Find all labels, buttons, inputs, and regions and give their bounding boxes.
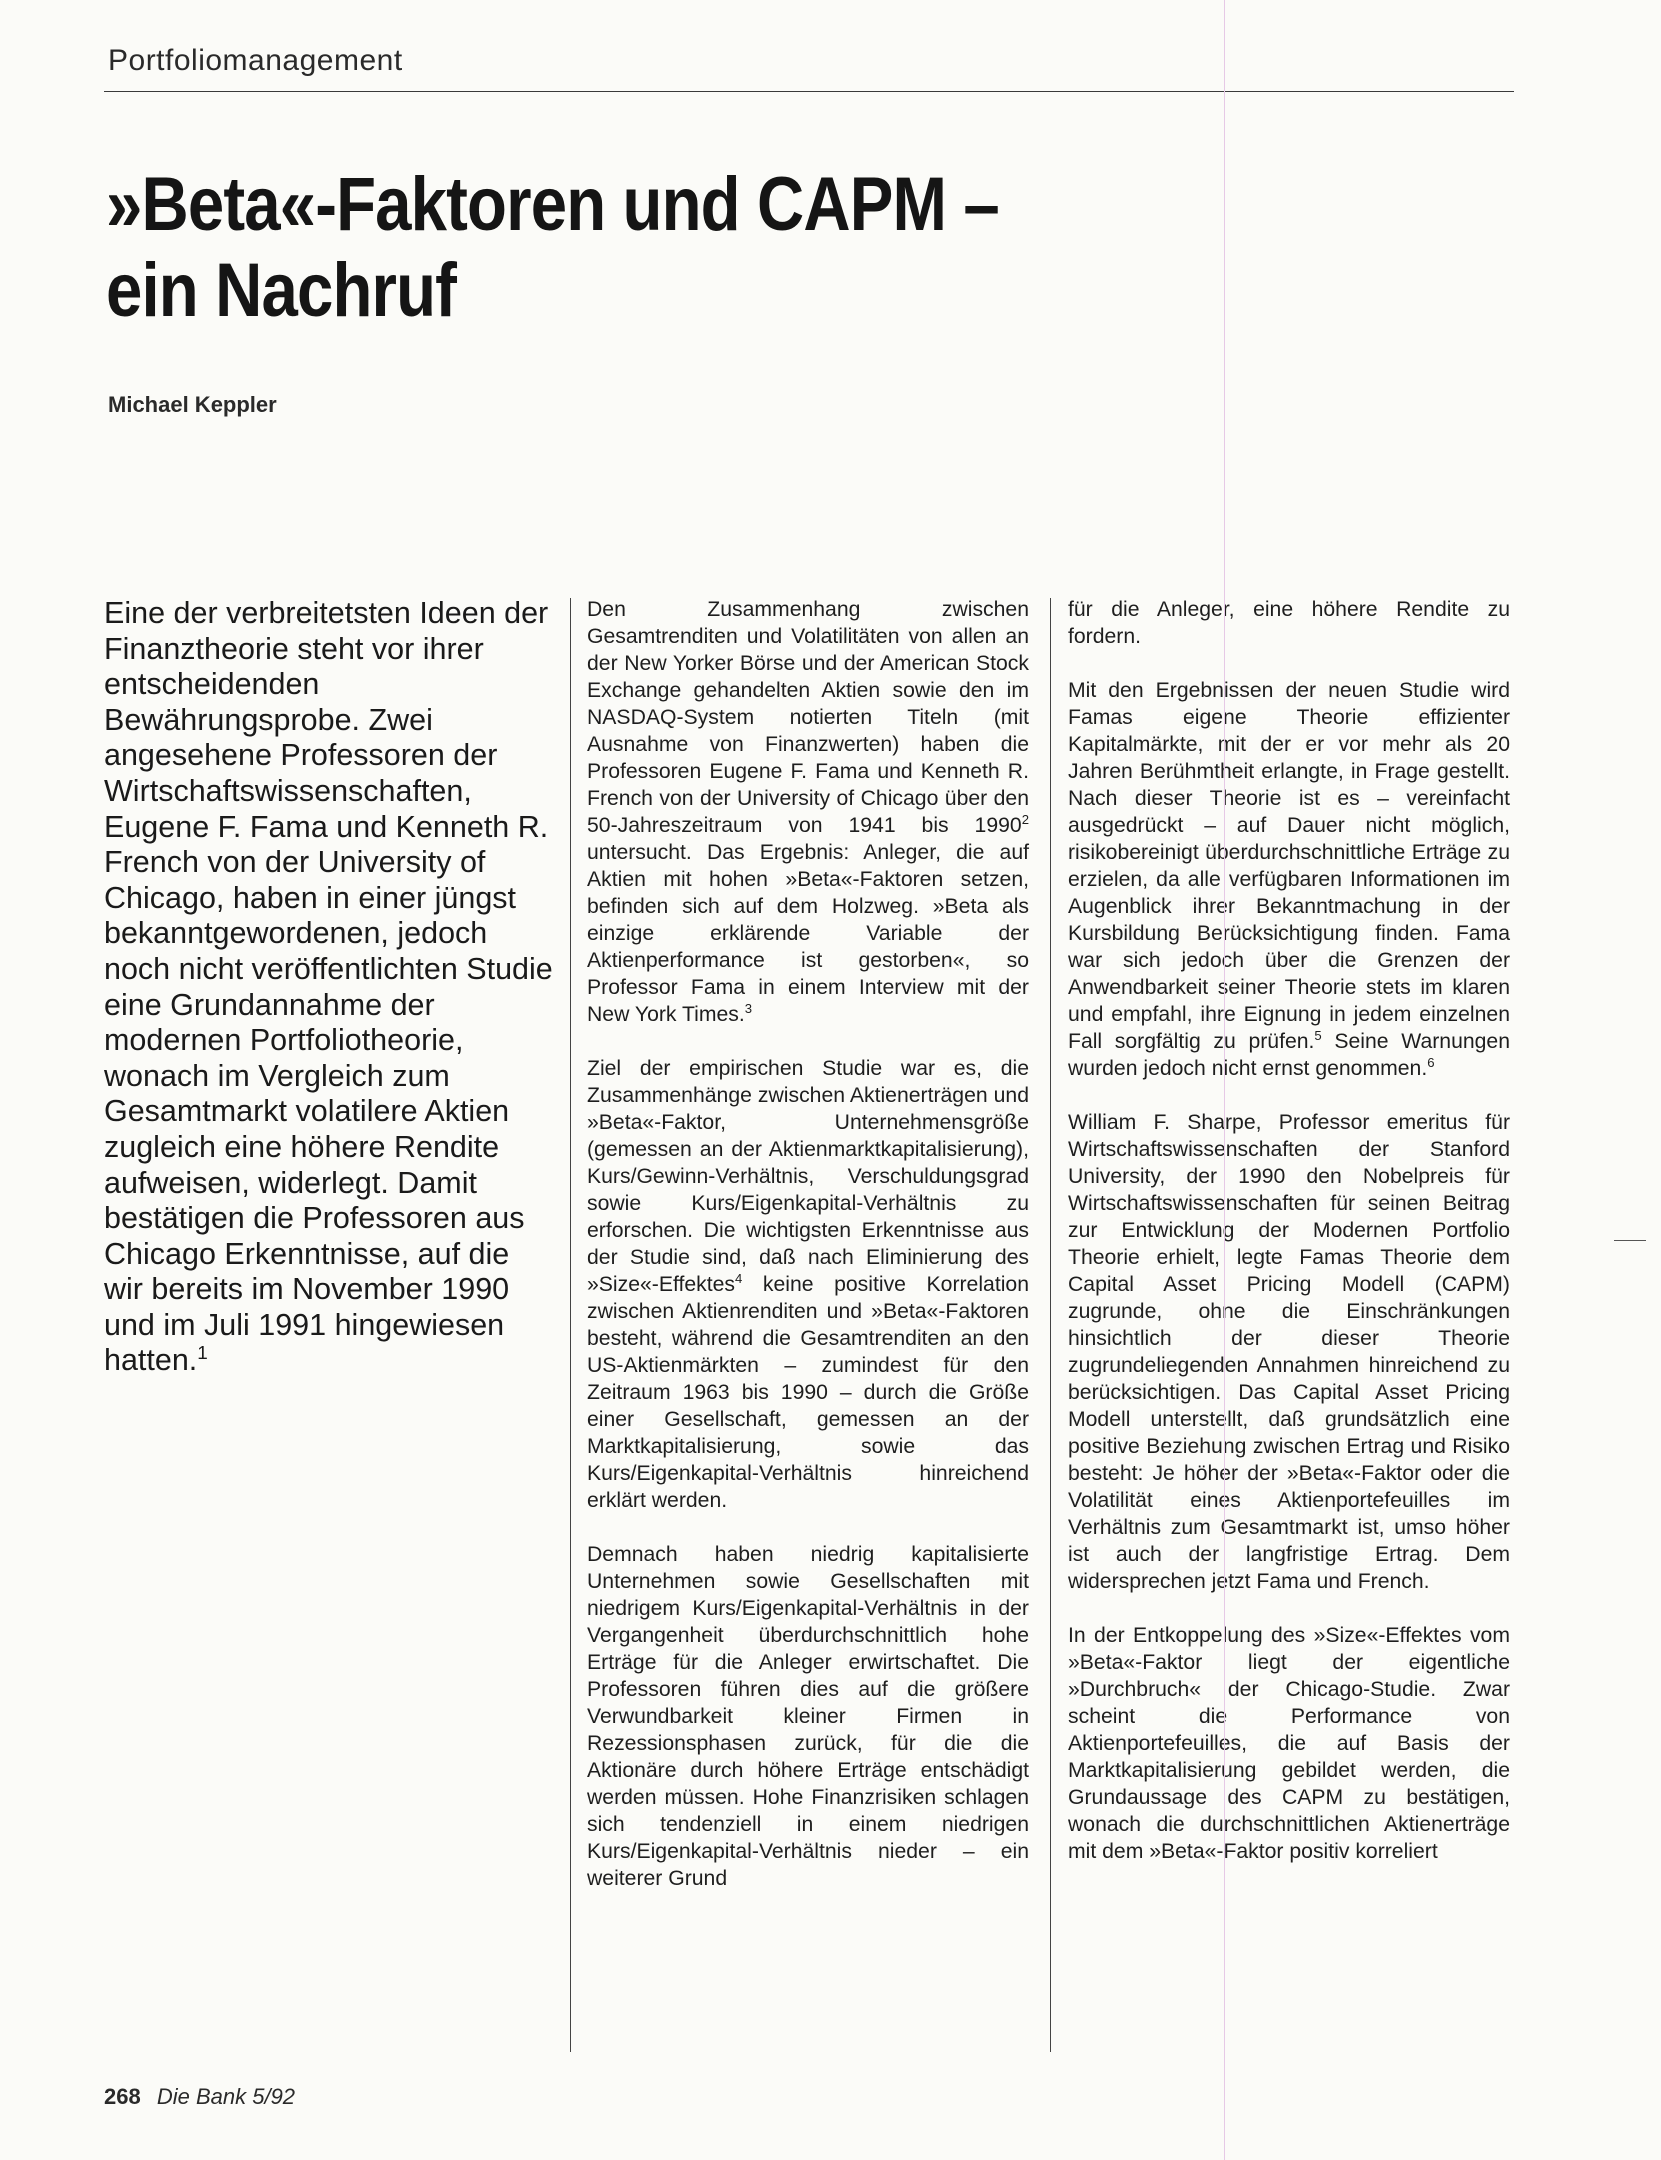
paragraph-text: untersucht. Das Ergebnis: Anleger, die auf Aktien mit hohen »Beta«-Faktoren setzen, befinden sich auf dem Holzweg. »Beta als einzige erklärende Variable der Aktienperformance ist gestorben«, so Professor Fama in einem Interview mit der New York Times. <box>587 841 1029 1026</box>
page-number: 268 <box>104 2084 141 2109</box>
column-rule <box>570 598 571 2052</box>
body-column-2 <box>587 596 1029 1919</box>
paragraph-text: keine positive Korrelation zwischen Aktienrenditen und »Beta«-Faktoren besteht, während die Gesamtrenditen an den US-Aktienmärkten – zumindest für den Zeitraum 1963 bis 1990 – durch die Größe einer Gesellschaft, gemessen an der Marktkapitalisierung, sowie das Kurs/Eigenkapital-Verhältnis hinreichend erklärt werden. <box>587 1273 1029 1512</box>
paragraph <box>587 596 1029 1028</box>
column-rule <box>1050 598 1051 2052</box>
paragraph-text: Mit den Ergebnissen der neuen Studie wird Famas eigene Theorie effizienter Kapitalmärkte, mit der er vor mehr als 20 Jahren Berühmtheit erlangte, in Frage gestellt. Nach dieser Theorie ist es – vereinfacht ausgedrückt – auf Dauer nicht möglich, risikobereinigt überdurchschnittliche Erträge zu erzielen, da alle verfügbaren Informationen im Augenblick ihrer Bekanntmachung in der Kursbildung Berücksichtigung finden. Fama war sich jedoch über die Grenzen der Anwendbarkeit seiner Theorie stets im klaren und empfahl, ihre Eignung in jedem einzelnen Fall sorgfältig zu prüfen. <box>1068 679 1510 1053</box>
paragraph: In der Entkoppelung des »Size«-Effektes vom »Beta«-Faktor liegt der eigentliche »Durchbruch« der Chicago-Studie. Zwar scheint die Performance von Aktienportefeuilles, die auf Basis der Marktkapitalisierung gebildet werden, die Grundaussage des CAPM zu bestätigen, wonach die durchschnittlichen Aktienerträge mit dem »Beta«-Faktor positiv korreliert <box>1068 1624 1510 1863</box>
page-footer <box>104 2084 295 2110</box>
header-rule <box>104 91 1514 92</box>
paragraph <box>1068 677 1510 1082</box>
lead-text: Eine der verbreitetsten Ideen der Finanztheorie steht vor ihrer entscheidenden Bewährungsprobe. Zwei angesehene Professoren der Wirtschaftswissenschaften, Eugene F. Fama und Kenneth R. French von der University of Chicago, haben in einer jüngst bekanntgewordenen, jedoch noch nicht veröffentlichten Studie eine Grundannahme der modernen Portfoliotheorie, wonach im Vergleich zum Gesamtmarkt volatilere Aktien zugleich eine höhere Rendite aufweisen, widerlegt. Damit bestätigen die Professoren aus Chicago Erkenntnisse, auf die wir bereits im November 1990 und im Juli 1991 hingewiesen hatten. <box>104 596 553 1378</box>
scan-margin-line <box>1224 0 1225 2160</box>
lead-paragraph <box>104 596 556 1379</box>
margin-tick-mark <box>1614 1240 1646 1241</box>
title-line-2: ein Nachruf <box>106 248 457 333</box>
footnote-ref: 3 <box>744 1000 753 1016</box>
journal-issue: Die Bank 5/92 <box>156 2084 296 2109</box>
paragraph-text: Seine Warnungen wurden jedoch nicht ernst genommen. <box>1068 1030 1510 1080</box>
paragraph-text: Den Zusammenhang zwischen Gesamtrenditen und Volatilitäten von allen an der New Yorker Börse und der American Stock Exchange gehandelten Aktien sowie den im NASDAQ-System notierten Titeln (mit Ausnahme von Finanzwerten) haben die Professoren Eugene F. Fama und Kenneth R. French von der University of Chicago über den 50-Jahreszeitraum von 1941 bis 1990 <box>587 598 1029 837</box>
paragraph: für die Anleger, eine höhere Rendite zu fordern. <box>1068 598 1510 648</box>
title-line-1: »Beta«-Faktoren und CAPM – <box>106 162 999 247</box>
footnote-ref: 1 <box>197 1343 208 1365</box>
footnote-ref: 5 <box>1314 1027 1322 1043</box>
paragraph-text: Ziel der empirischen Studie war es, die Zusammenhänge zwischen Aktienerträgen und »Beta«-Faktor, Unternehmensgröße (gemessen an der Aktienmarktkapitalisierung), Kurs/Gewinn-Verhältnis, Verschuldungsgrad sowie Kurs/Eigenkapital-Verhältnis zu erforschen. Die wichtigsten Erkenntnisse aus der Studie sind, daß nach Eliminierung des »Size«-Effektes <box>587 1057 1029 1296</box>
article-title <box>106 162 1138 334</box>
body-column-3 <box>1068 596 1510 1892</box>
author-name: Michael Keppler <box>108 392 277 417</box>
paragraph <box>587 1055 1029 1514</box>
footnote-ref: 4 <box>735 1270 743 1286</box>
section-label: Portfoliomanagement <box>108 44 403 77</box>
footnote-ref: 2 <box>1021 811 1029 827</box>
paragraph: William F. Sharpe, Professor emeritus für Wirtschaftswissenschaften der Stanford University, der 1990 den Nobelpreis für Wirtschaftswissenschaften für seinen Beitrag zur Entwicklung der Modernen Portfolio Theorie erhielt, legte Famas Theorie dem Capital Asset Pricing Modell (CAPM) zugrunde, ohne die Einschränkungen hinsichtlich der dieser Theorie zugrundeliegenden Annahmen hinreichend zu berücksichtigen. Das Capital Asset Pricing Modell unterstellt, daß grundsätzlich eine positive Beziehung zwischen Ertrag und Risiko besteht: Je höher der »Beta«-Faktor oder die Volatilität eines Aktienportefeuilles im Verhältnis zum Gesamtmarkt ist, umso höher ist auch der langfristige Ertrag. Dem widersprechen jetzt Fama und French. <box>1068 1111 1510 1593</box>
footnote-ref: 6 <box>1427 1054 1435 1070</box>
paragraph: Demnach haben niedrig kapitalisierte Unternehmen sowie Gesellschaften mit niedrigem Kurs/Eigenkapital-Verhältnis in der Vergangenheit überdurchschnittlich hohe Erträge für die Anleger erwirtschaftet. Die Professoren führen dies auf die größere Verwundbarkeit kleiner Firmen in Rezessionsphasen zurück, für die die Aktionäre durch höhere Erträge entschädigt werden müssen. Hohe Finanzrisiken schlagen sich tendenziell in einem niedrigen Kurs/Eigenkapital-Verhältnis nieder – ein weiterer Grund <box>587 1543 1029 1890</box>
